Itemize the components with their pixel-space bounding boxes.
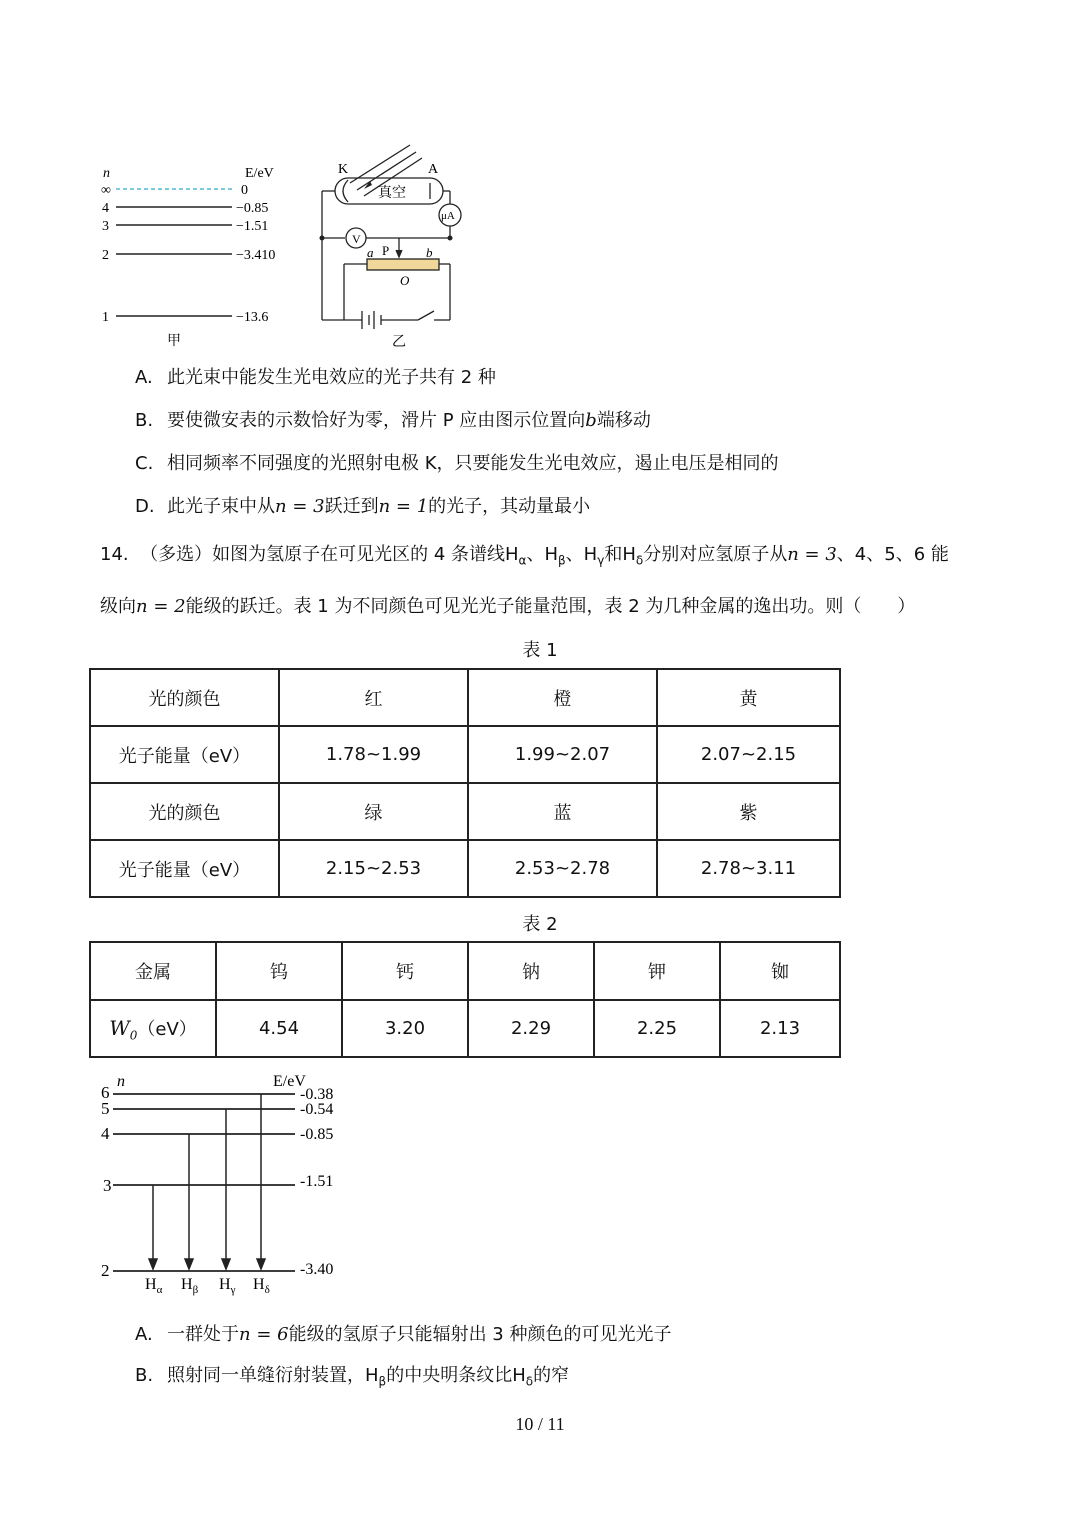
- light-beam: [357, 152, 416, 190]
- level-n: 6: [101, 1083, 110, 1102]
- q13-option-a: A. 此光束中能发生光电效应的光子共有 2 种: [135, 367, 496, 388]
- level-energy: -0.38: [300, 1086, 334, 1103]
- table-row: 光的颜色 红 橙 黄: [90, 669, 840, 726]
- table-row: 金属 钨 钙 钠 钾 铷: [90, 942, 840, 1000]
- label-a-end: a: [367, 245, 374, 260]
- photoelectric-circuit-yi: [310, 133, 470, 353]
- label-vacuum: 真空: [378, 186, 406, 201]
- label-voltmeter: V: [352, 232, 361, 246]
- level-n: 2: [101, 1261, 110, 1280]
- light-beam: [350, 145, 410, 183]
- n-axis-label: n: [103, 166, 110, 181]
- q13-option-d: D. 此光子束中从n = 3跃迁到n = 1的光子，其动量最小: [135, 496, 591, 517]
- level-n: 1: [102, 310, 109, 325]
- q14-option-a: A. 一群处于n = 6能级的氢原子只能辐射出 3 种颜色的可见光光子: [135, 1324, 672, 1345]
- table2-caption: 表 2: [522, 914, 558, 935]
- label-a: A: [428, 162, 439, 177]
- energy-axis-label: E/eV: [245, 166, 274, 181]
- level-n: 4: [101, 1124, 110, 1143]
- figure-caption: 乙: [392, 335, 406, 350]
- q14-stem-line-1: 14. （多选）如图为氢原子在可见光区的 4 条谱线$H_\alpha$、$H_\beta$、$H_\gamma$和$H_\delta$分别对应氢原子从n = 3、4、5、6 能: [100, 544, 949, 568]
- level-energy: −0.85: [236, 201, 269, 216]
- label-b-end: b: [426, 245, 433, 260]
- line-label-h-alpha: $H_\alpha$: [145, 1276, 163, 1296]
- label-microammeter: μA: [441, 210, 455, 222]
- table-row: 光子能量（eV） 2.15~2.53 2.53~2.78 2.78~3.11: [90, 840, 840, 897]
- label-o: O: [400, 273, 410, 288]
- table1-caption: 表 1: [522, 640, 558, 661]
- level-energy: -0.54: [300, 1101, 334, 1118]
- q14-stem-line-2: 级向n = 2能级的跃迁。表 1 为不同颜色可见光光子能量范围，表 2 为几种金属的逸出功。则（ ）: [100, 596, 916, 617]
- level-n: ∞: [101, 183, 111, 198]
- page-number: 10 / 11: [515, 1414, 565, 1434]
- table-row: $W_0(eV)$ 4.54 3.20 2.29 2.25 2.13: [90, 1000, 840, 1057]
- level-energy: -0.85: [300, 1126, 334, 1143]
- level-energy: 0: [241, 183, 248, 198]
- level-energy: −1.51: [236, 219, 269, 234]
- level-n: 4: [102, 201, 109, 216]
- table-2: [89, 941, 841, 1058]
- level-energy: −13.6: [236, 310, 269, 325]
- n-axis-label: n: [117, 1073, 125, 1090]
- level-energy: −3.410: [236, 248, 276, 263]
- level-energy: -3.40: [300, 1261, 334, 1278]
- level-energy: -1.51: [300, 1173, 334, 1190]
- line-label-h-delta: $H_\delta$: [253, 1276, 270, 1296]
- level-n: 2: [102, 248, 109, 263]
- energy-level-diagram-jia: [95, 160, 295, 350]
- level-n: 3: [102, 219, 109, 234]
- q14-option-b: B. 照射同一单缝衍射装置，$H_\beta$的中央明条纹比$H_\delta$的窄: [135, 1365, 570, 1389]
- figure-caption: 甲: [167, 334, 181, 349]
- line-label-h-beta: $H_\beta$: [181, 1276, 199, 1296]
- q13-option-c: C. 相同频率不同强度的光照射电极 K，只要能发生光电效应，遏止电压是相同的: [135, 453, 779, 474]
- cathode-k: [343, 180, 348, 202]
- level-n: 5: [101, 1099, 110, 1118]
- switch: [418, 311, 434, 320]
- label-p: P: [382, 243, 390, 258]
- table-row: 光子能量（eV） 1.78~1.99 1.99~2.07 2.07~2.15: [90, 726, 840, 783]
- table-1: [89, 668, 841, 898]
- hydrogen-visible-lines-diagram: [95, 1068, 355, 1308]
- level-n: 3: [103, 1176, 112, 1195]
- label-k: K: [338, 162, 349, 177]
- line-label-h-gamma: $H_\gamma$: [219, 1276, 236, 1296]
- table-row: 光的颜色 绿 蓝 紫: [90, 783, 840, 840]
- rheostat: [367, 259, 439, 270]
- q13-option-b: B. 要使微安表的示数恰好为零，滑片 P 应由图示位置向b端移动: [135, 410, 651, 431]
- energy-axis-label: E/eV: [273, 1073, 306, 1090]
